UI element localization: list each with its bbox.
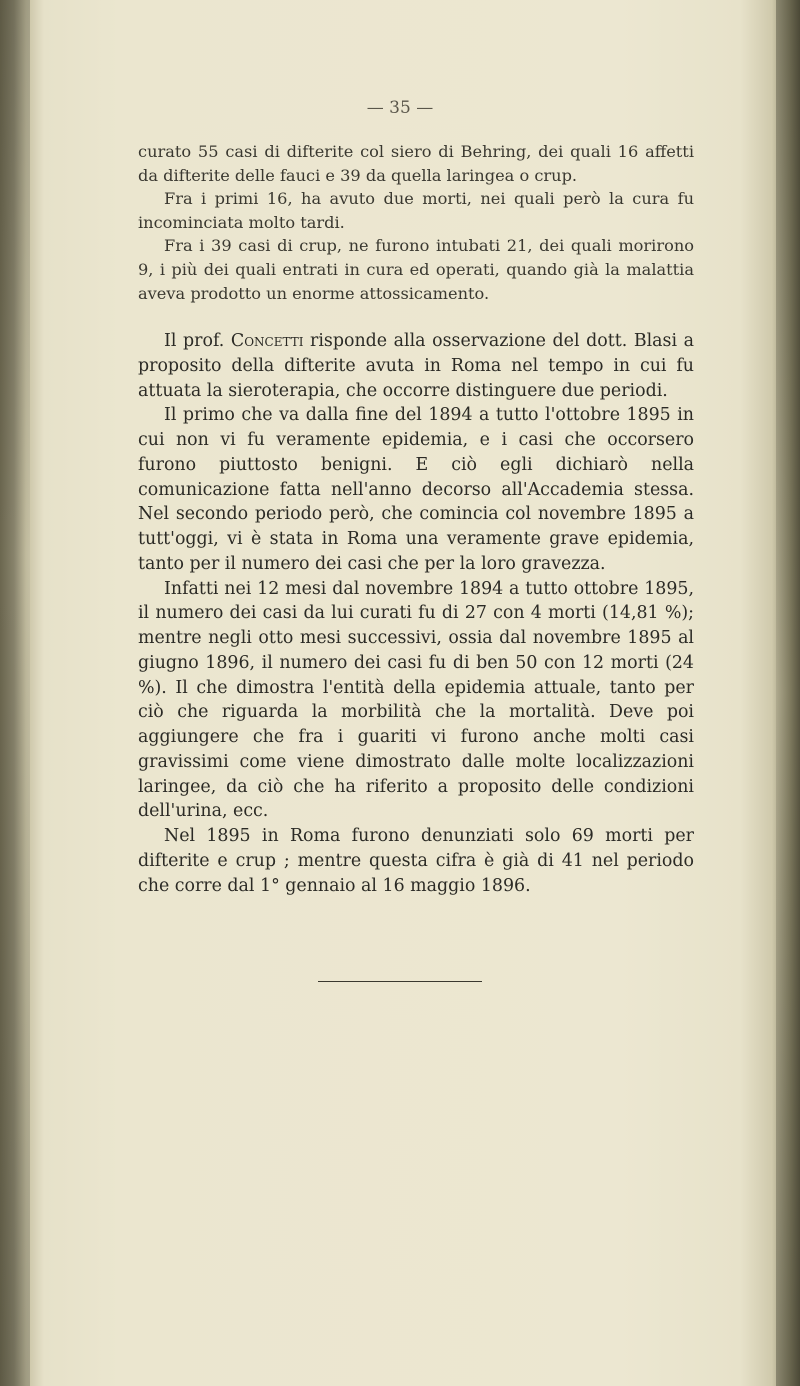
- section-gap: [138, 305, 694, 329]
- section-rule: [318, 981, 482, 982]
- paragraph: Il primo che va dalla fine del 1894 a tutto l'ottobre 1895 in cui non vi fu veramente epidemia, e i casi che occorsero furono piuttosto benigni. E ciò egli dichiarò nella comunicazione fatta nell'anno decorso all'Accademia stessa. Nel secondo periodo però, che comincia col novembre 1895 a tutt'oggi, vi è stata in Roma una veramente grave epidemia, tanto per il numero dei casi che per la loro gravezza.: [138, 405, 694, 574]
- page-number: — 35 —: [366, 98, 434, 118]
- paragraph-continued: curato 55 casi di difterite col siero di Behring, dei quali 16 affetti da difterite delle fauci e 39 da quella laringea o crup.: [138, 142, 694, 185]
- paragraph: Fra i 39 casi di crup, ne furono intubati 21, dei quali morirono 9, i più dei quali entrati in cura ed operati, quando già la malattia aveva prodotto un enorme attossicamento.: [138, 236, 694, 303]
- author-name: Concetti: [230, 331, 304, 352]
- page-edge-shadow: [776, 0, 800, 1386]
- paragraph: Nel 1895 in Roma furono denunziati solo 69 morti per difterite e crup ; mentre questa cifra è già di 41 nel periodo che corre dal 1° gennaio al 16 maggio 1896.: [138, 826, 694, 896]
- paragraph-concetti: [138, 329, 694, 403]
- paragraph: Infatti nei 12 mesi dal novembre 1894 a tutto ottobre 1895, il numero dei casi da lui curati fu di 27 con 4 morti (14,81 %); mentre negli otto mesi successivi, ossia dal novembre 1895 al giugno 1896, il numero dei casi fu di ben 50 con 12 morti (24 %). Il che dimostra l'entità della epidemia attuale, tanto per ciò che riguarda la morbilità che la mortalità. Deve poi aggiungere che fra i guariti vi furono anche molti casi gravissimi come viene dimostrato dalle molte localizzazioni laringee, da ciò che ha riferito a proposito delle condizioni dell'urina, ecc.: [138, 578, 694, 822]
- paragraph-text: risponde alla osservazione del dott. Blasi a proposito della difterite avuta in Roma nel tempo in cui fu attuata la sieroterapia, che occorre distinguere due periodi.: [138, 331, 694, 401]
- page-spine-shadow: [0, 0, 30, 1386]
- body-text: [138, 140, 694, 898]
- paragraph-text: Il prof.: [164, 331, 231, 352]
- paragraph: Fra i primi 16, ha avuto due morti, nei quali però la cura fu incominciata molto tardi.: [138, 189, 694, 232]
